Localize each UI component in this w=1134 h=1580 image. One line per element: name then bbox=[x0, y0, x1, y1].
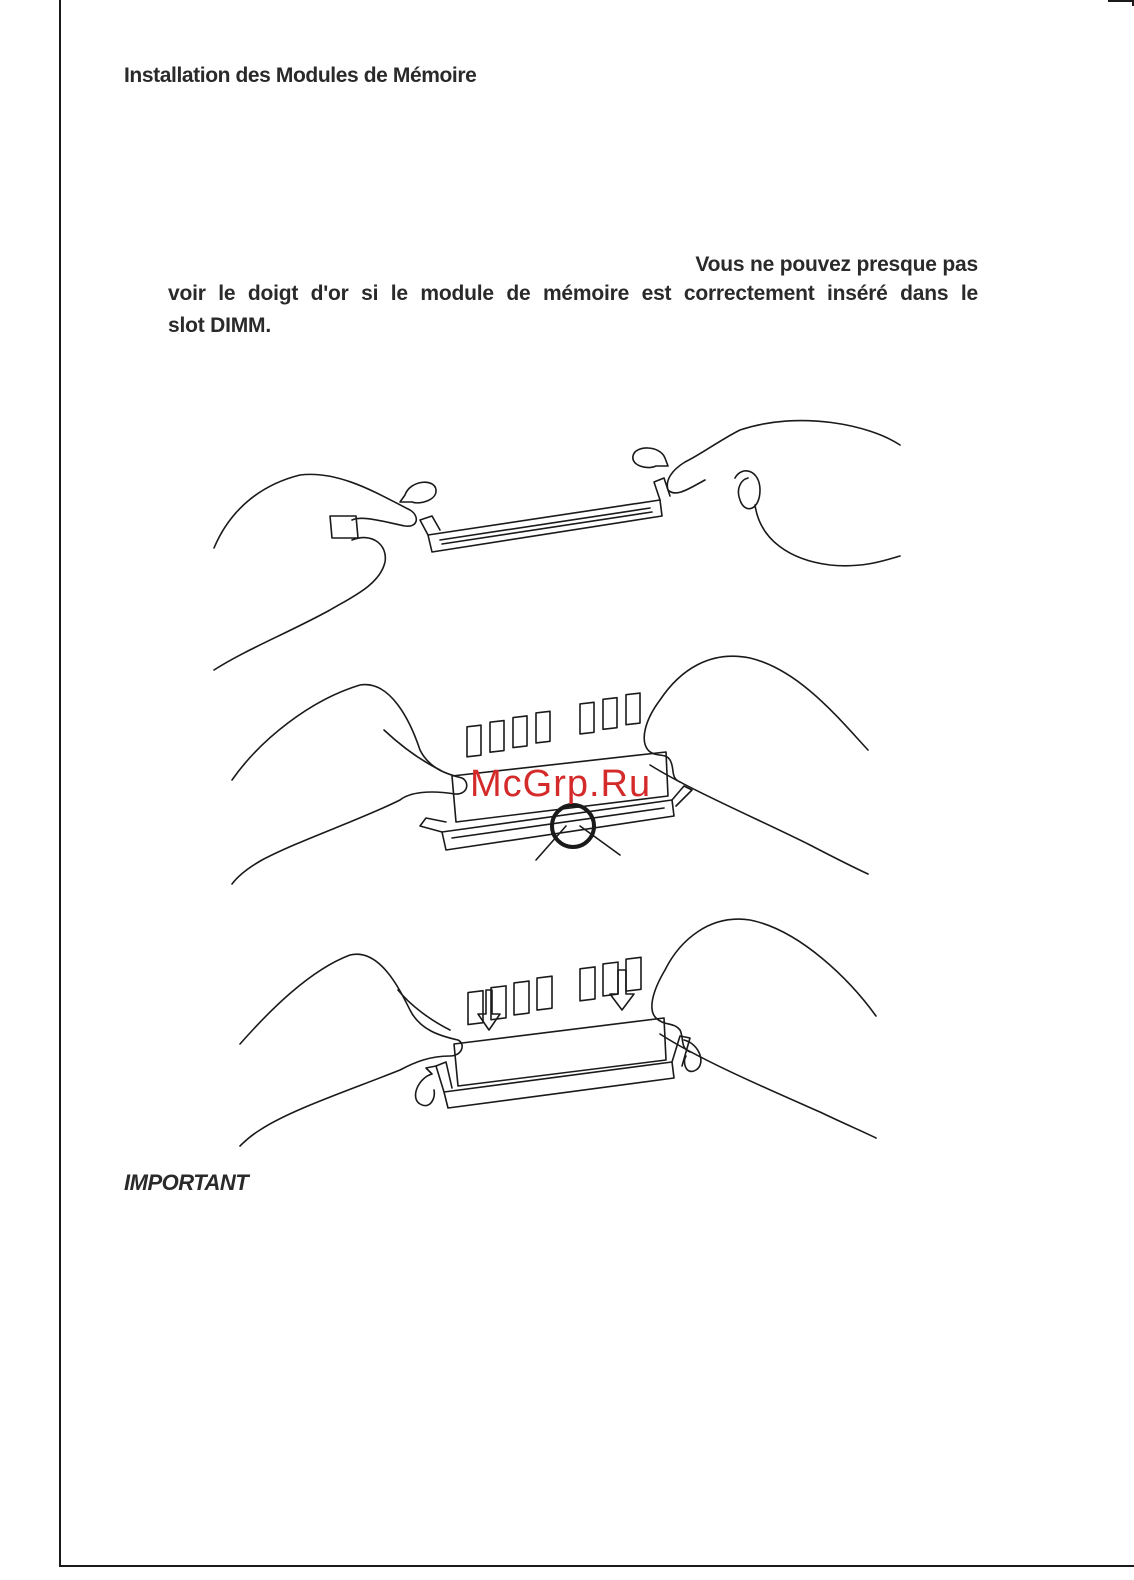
note-text-line-1: Vous ne pouvez presque pas bbox=[695, 253, 978, 276]
rotate-arrow-icon bbox=[633, 448, 668, 468]
note-text-line-3: slot DIMM. bbox=[168, 314, 271, 337]
step-press-module bbox=[240, 919, 876, 1146]
hand-icon bbox=[232, 685, 467, 884]
hand-icon bbox=[214, 474, 416, 670]
rotate-arrow-icon bbox=[400, 482, 436, 503]
section-title: Installation des Modules de Mémoire bbox=[124, 64, 477, 87]
step-open-clips bbox=[214, 421, 900, 670]
watermark-text: McGrp.Ru bbox=[470, 763, 652, 805]
hand-icon bbox=[644, 656, 868, 874]
dimm-slot-icon bbox=[436, 1036, 690, 1108]
rotate-arrow-icon bbox=[416, 1066, 436, 1106]
hand-icon bbox=[667, 421, 900, 566]
hand-icon bbox=[652, 919, 876, 1138]
important-heading: IMPORTANT bbox=[124, 1170, 249, 1195]
notch-circle-icon bbox=[552, 805, 594, 847]
hand-icon bbox=[240, 954, 462, 1146]
dimm-slot-icon bbox=[420, 478, 670, 552]
note-text-line-2: voir le doigt d'or si le module de mémoire est correctement inséré dans le bbox=[168, 282, 978, 305]
